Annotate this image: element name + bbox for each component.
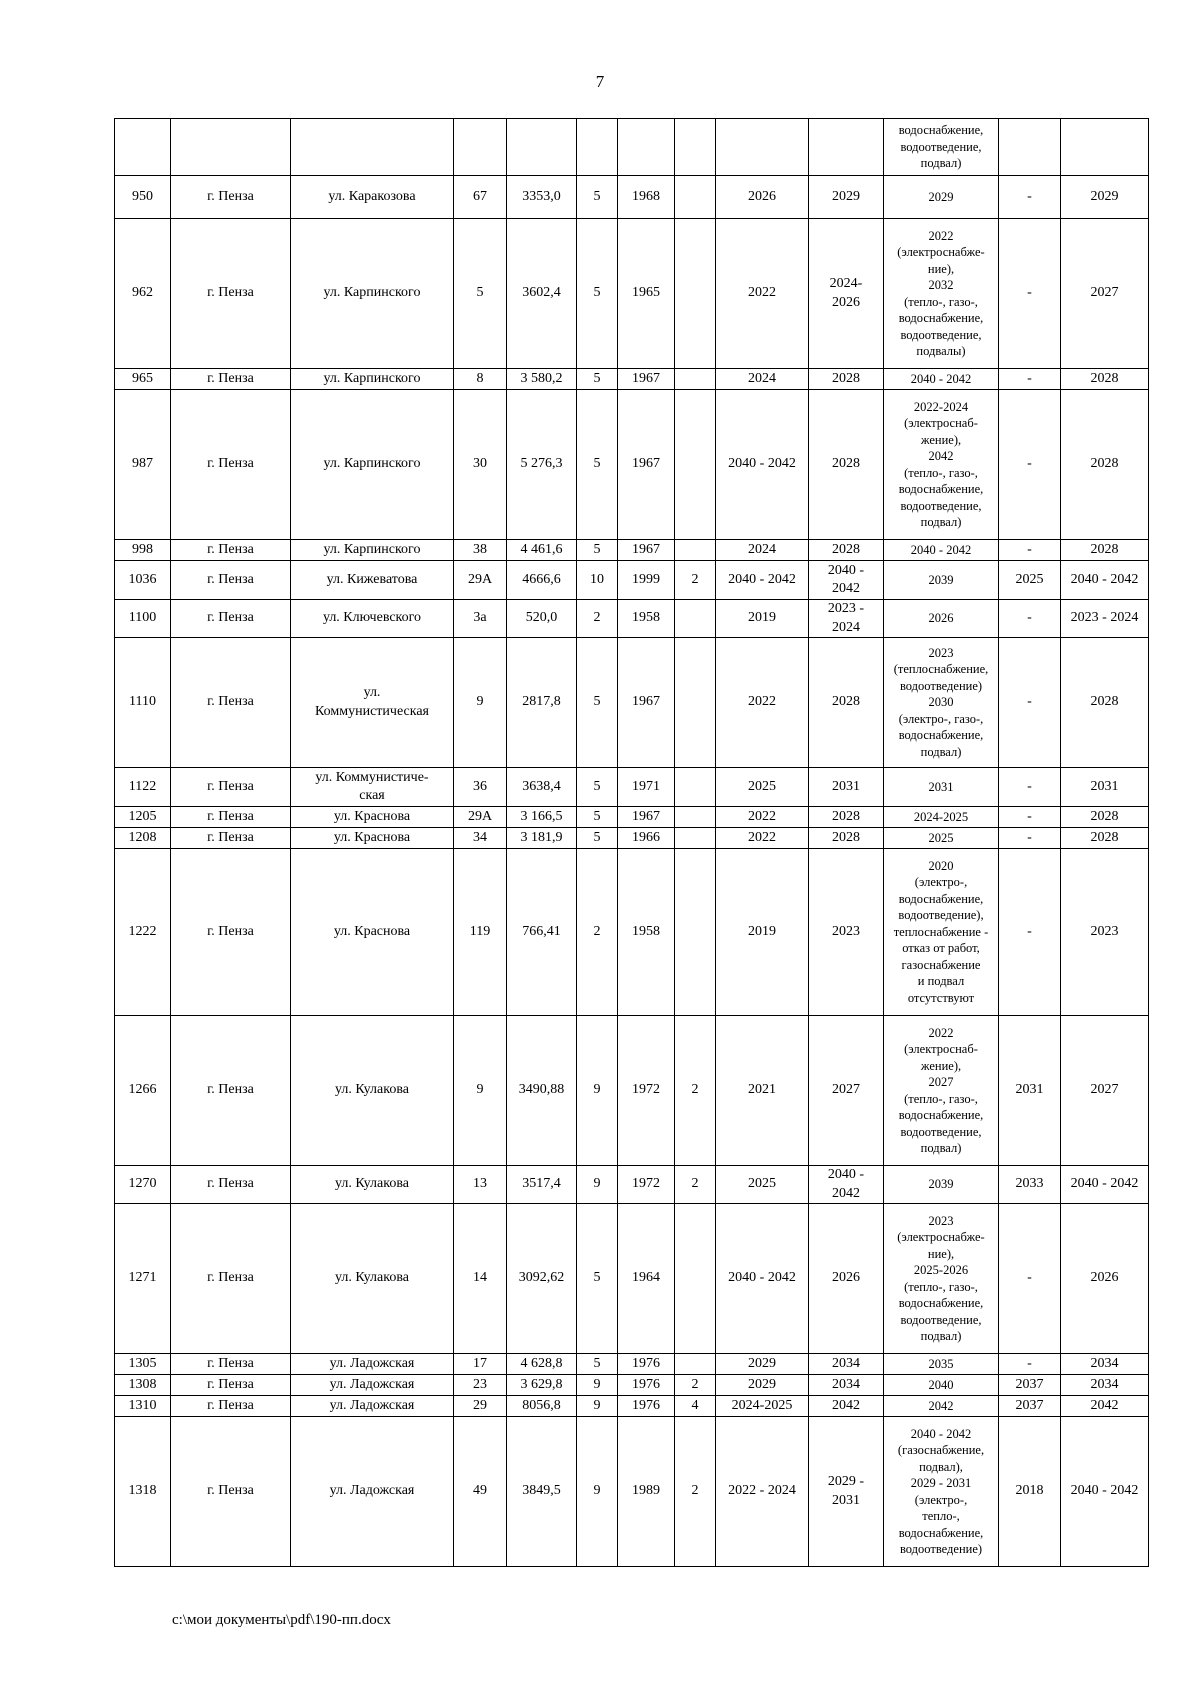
cell-elevator-year: - <box>999 849 1061 1016</box>
cell-repair-year-a: 2029 <box>716 1354 809 1375</box>
table-row <box>115 119 1149 176</box>
cell-final-year: 2028 <box>1061 369 1149 390</box>
cell-area: 5 276,3 <box>507 390 577 540</box>
cell-street: ул. Краснова <box>291 807 454 828</box>
cell-repair-year-a: 2040 - 2042 <box>716 1204 809 1354</box>
cell-city: г. Пенза <box>171 219 291 369</box>
cell-house-number: 29 <box>454 1396 507 1417</box>
cell-row-number: 1310 <box>115 1396 171 1417</box>
cell-repair-year-a: 2019 <box>716 849 809 1016</box>
table-row <box>115 828 1149 849</box>
cell-house-number: 38 <box>454 540 507 561</box>
table-row <box>115 369 1149 390</box>
cell-entrances <box>675 849 716 1016</box>
cell-repair-year-b: 2031 <box>809 768 884 807</box>
cell-year-built: 1968 <box>618 176 675 219</box>
cell-row-number: 962 <box>115 219 171 369</box>
table-row <box>115 1396 1149 1417</box>
cell-final-year: 2029 <box>1061 176 1149 219</box>
cell-row-number: 987 <box>115 390 171 540</box>
cell-repair-details: 2035 <box>884 1354 999 1375</box>
cell-city: г. Пенза <box>171 849 291 1016</box>
cell-repair-details: 2023 (теплоснабжение, водоотведение) 2030 (электро-, газо-, водоснабжение, подвал) <box>884 638 999 768</box>
cell-entrances <box>675 176 716 219</box>
cell-house-number: 34 <box>454 828 507 849</box>
cell-year-built: 1989 <box>618 1417 675 1567</box>
cell-house-number: 119 <box>454 849 507 1016</box>
cell-area: 766,41 <box>507 849 577 1016</box>
cell-repair-year-b: 2028 <box>809 369 884 390</box>
table-row <box>115 849 1149 1016</box>
cell-year-built: 1971 <box>618 768 675 807</box>
cell-final-year: 2028 <box>1061 638 1149 768</box>
cell-repair-year-a: 2025 <box>716 1166 809 1204</box>
cell-elevator-year: - <box>999 638 1061 768</box>
cell-elevator-year: - <box>999 768 1061 807</box>
cell-final-year: 2028 <box>1061 390 1149 540</box>
cell-city: г. Пенза <box>171 1375 291 1396</box>
cell-elevator-year: - <box>999 390 1061 540</box>
cell-floors: 9 <box>577 1166 618 1204</box>
cell-street: ул. Краснова <box>291 849 454 1016</box>
cell-city: г. Пенза <box>171 1417 291 1567</box>
cell-floors: 9 <box>577 1375 618 1396</box>
cell-repair-year-a: 2040 - 2042 <box>716 561 809 600</box>
cell-repair-year-b: 2034 <box>809 1354 884 1375</box>
table-row <box>115 768 1149 807</box>
cell-area: 4 461,6 <box>507 540 577 561</box>
cell-floors: 5 <box>577 768 618 807</box>
cell-final-year: 2028 <box>1061 540 1149 561</box>
cell-repair-year-a: 2022 <box>716 219 809 369</box>
cell-final-year: 2028 <box>1061 828 1149 849</box>
cell-city: г. Пенза <box>171 1396 291 1417</box>
table-row <box>115 219 1149 369</box>
cell-year-built: 1999 <box>618 561 675 600</box>
table-row <box>115 390 1149 540</box>
cell-floors: 9 <box>577 1016 618 1166</box>
cell-year-built: 1976 <box>618 1354 675 1375</box>
cell-row-number: 1270 <box>115 1166 171 1204</box>
cell-city: г. Пенза <box>171 369 291 390</box>
cell-city: г. Пенза <box>171 828 291 849</box>
cell-street: ул. Коммунистиче- ская <box>291 768 454 807</box>
cell-final-year: 2034 <box>1061 1375 1149 1396</box>
cell-floors: 5 <box>577 1204 618 1354</box>
cell-repair-year-a: 2022 <box>716 807 809 828</box>
cell-house-number: 30 <box>454 390 507 540</box>
cell-area: 3517,4 <box>507 1166 577 1204</box>
cell-repair-year-b <box>809 119 884 176</box>
cell-street: ул. Карпинского <box>291 369 454 390</box>
cell-repair-details: 2029 <box>884 176 999 219</box>
cell-row-number: 1122 <box>115 768 171 807</box>
cell-year-built: 1966 <box>618 828 675 849</box>
cell-final-year: 2026 <box>1061 1204 1149 1354</box>
cell-entrances <box>675 638 716 768</box>
cell-repair-details: 2042 <box>884 1396 999 1417</box>
cell-row-number: 1266 <box>115 1016 171 1166</box>
cell-area: 3 166,5 <box>507 807 577 828</box>
cell-street: ул. Кулакова <box>291 1016 454 1166</box>
cell-floors: 5 <box>577 828 618 849</box>
cell-street: ул. Карпинского <box>291 540 454 561</box>
cell-elevator-year: 2025 <box>999 561 1061 600</box>
cell-repair-year-a: 2022 <box>716 828 809 849</box>
footer-file-path: c:\мои документы\pdf\190-пп.docx <box>172 1612 391 1628</box>
cell-elevator-year: 2037 <box>999 1396 1061 1417</box>
cell-repair-year-a: 2019 <box>716 600 809 638</box>
cell-area: 3 580,2 <box>507 369 577 390</box>
cell-street <box>291 119 454 176</box>
cell-year-built: 1967 <box>618 638 675 768</box>
cell-street: ул. Коммунистическая <box>291 638 454 768</box>
cell-row-number: 1222 <box>115 849 171 1016</box>
cell-row-number: 1100 <box>115 600 171 638</box>
cell-city <box>171 119 291 176</box>
cell-elevator-year: - <box>999 1354 1061 1375</box>
cell-repair-details: 2023 (электроснабже- ние), 2025-2026 (тепло-, газо-, водоснабжение, водоотведение, подвал) <box>884 1204 999 1354</box>
table-row <box>115 1417 1149 1567</box>
cell-elevator-year: - <box>999 176 1061 219</box>
cell-street: ул. Ладожская <box>291 1354 454 1375</box>
cell-entrances <box>675 540 716 561</box>
cell-year-built: 1958 <box>618 849 675 1016</box>
cell-repair-details: 2039 <box>884 561 999 600</box>
cell-area: 520,0 <box>507 600 577 638</box>
cell-entrances: 2 <box>675 1417 716 1567</box>
cell-repair-year-a: 2021 <box>716 1016 809 1166</box>
cell-repair-details: 2040 - 2042 (газоснабжение, подвал), 2029 - 2031 (электро-, тепло-, водоснабжение, водоотведение) <box>884 1417 999 1567</box>
cell-area: 8056,8 <box>507 1396 577 1417</box>
cell-house-number: 67 <box>454 176 507 219</box>
cell-entrances <box>675 369 716 390</box>
cell-repair-year-a: 2024-2025 <box>716 1396 809 1417</box>
cell-street: ул. Кулакова <box>291 1204 454 1354</box>
cell-house-number: 29А <box>454 561 507 600</box>
cell-elevator-year: - <box>999 540 1061 561</box>
cell-entrances <box>675 828 716 849</box>
cell-area: 3638,4 <box>507 768 577 807</box>
cell-street: ул. Кижеватова <box>291 561 454 600</box>
cell-repair-details: 2024-2025 <box>884 807 999 828</box>
table-row <box>115 807 1149 828</box>
cell-entrances <box>675 1204 716 1354</box>
cell-area: 3602,4 <box>507 219 577 369</box>
cell-floors: 5 <box>577 807 618 828</box>
cell-year-built: 1964 <box>618 1204 675 1354</box>
cell-repair-year-b: 2027 <box>809 1016 884 1166</box>
cell-street: ул. Ладожская <box>291 1396 454 1417</box>
cell-area: 2817,8 <box>507 638 577 768</box>
cell-year-built: 1967 <box>618 369 675 390</box>
cell-repair-details: 2022-2024 (электроснаб- жение), 2042 (тепло-, газо-, водоснабжение, водоотведение, подвал) <box>884 390 999 540</box>
cell-house-number: 23 <box>454 1375 507 1396</box>
cell-final-year: 2023 - 2024 <box>1061 600 1149 638</box>
cell-repair-year-a: 2025 <box>716 768 809 807</box>
cell-floors: 5 <box>577 176 618 219</box>
cell-repair-year-a <box>716 119 809 176</box>
cell-year-built: 1976 <box>618 1396 675 1417</box>
cell-row-number: 1271 <box>115 1204 171 1354</box>
cell-repair-year-a: 2022 <box>716 638 809 768</box>
cell-repair-year-b: 2042 <box>809 1396 884 1417</box>
cell-year-built: 1976 <box>618 1375 675 1396</box>
cell-final-year: 2031 <box>1061 768 1149 807</box>
cell-area <box>507 119 577 176</box>
cell-elevator-year: 2037 <box>999 1375 1061 1396</box>
cell-city: г. Пенза <box>171 1354 291 1375</box>
cell-entrances: 2 <box>675 1166 716 1204</box>
cell-city: г. Пенза <box>171 807 291 828</box>
cell-street: ул. Карпинского <box>291 390 454 540</box>
table-row <box>115 540 1149 561</box>
cell-floors: 10 <box>577 561 618 600</box>
cell-final-year: 2028 <box>1061 807 1149 828</box>
cell-repair-details: 2040 - 2042 <box>884 369 999 390</box>
cell-repair-year-a: 2024 <box>716 540 809 561</box>
cell-entrances <box>675 600 716 638</box>
cell-entrances: 2 <box>675 1375 716 1396</box>
cell-entrances: 4 <box>675 1396 716 1417</box>
cell-entrances <box>675 219 716 369</box>
cell-repair-year-b: 2028 <box>809 390 884 540</box>
cell-house-number: 13 <box>454 1166 507 1204</box>
cell-house-number <box>454 119 507 176</box>
cell-repair-year-b: 2040 - 2042 <box>809 1166 884 1204</box>
cell-entrances <box>675 807 716 828</box>
cell-repair-details: 2025 <box>884 828 999 849</box>
table-row <box>115 561 1149 600</box>
cell-repair-year-b: 2034 <box>809 1375 884 1396</box>
cell-floors: 5 <box>577 1354 618 1375</box>
cell-area: 3353,0 <box>507 176 577 219</box>
cell-city: г. Пенза <box>171 600 291 638</box>
cell-house-number: 9 <box>454 1016 507 1166</box>
cell-repair-year-a: 2026 <box>716 176 809 219</box>
cell-repair-details: водоснабжение, водоотведение, подвал) <box>884 119 999 176</box>
cell-entrances <box>675 1354 716 1375</box>
cell-house-number: 29А <box>454 807 507 828</box>
cell-house-number: 8 <box>454 369 507 390</box>
cell-area: 4666,6 <box>507 561 577 600</box>
cell-final-year: 2040 - 2042 <box>1061 1166 1149 1204</box>
cell-elevator-year: 2018 <box>999 1417 1061 1567</box>
cell-year-built: 1967 <box>618 807 675 828</box>
cell-repair-details: 2026 <box>884 600 999 638</box>
table-row <box>115 1375 1149 1396</box>
cell-repair-year-b: 2029 - 2031 <box>809 1417 884 1567</box>
table-row <box>115 1166 1149 1204</box>
cell-row-number: 1305 <box>115 1354 171 1375</box>
cell-city: г. Пенза <box>171 561 291 600</box>
cell-repair-details: 2022 (электроснабже- ние), 2032 (тепло-, газо-, водоснабжение, водоотведение, подвалы) <box>884 219 999 369</box>
cell-year-built <box>618 119 675 176</box>
cell-floors: 5 <box>577 540 618 561</box>
cell-entrances <box>675 768 716 807</box>
cell-row-number: 1318 <box>115 1417 171 1567</box>
cell-street: ул. Карпинского <box>291 219 454 369</box>
cell-repair-year-a: 2040 - 2042 <box>716 390 809 540</box>
page-number: 7 <box>595 72 605 91</box>
cell-elevator-year: - <box>999 807 1061 828</box>
cell-final-year: 2034 <box>1061 1354 1149 1375</box>
cell-house-number: 17 <box>454 1354 507 1375</box>
cell-repair-year-a: 2029 <box>716 1375 809 1396</box>
cell-floors: 9 <box>577 1396 618 1417</box>
housing-repair-table-container <box>114 118 1149 1567</box>
cell-row-number: 998 <box>115 540 171 561</box>
cell-year-built: 1967 <box>618 390 675 540</box>
cell-house-number: 49 <box>454 1417 507 1567</box>
housing-repair-table <box>114 118 1149 1567</box>
cell-repair-details: 2040 - 2042 <box>884 540 999 561</box>
table-row <box>115 600 1149 638</box>
cell-final-year <box>1061 119 1149 176</box>
cell-repair-details: 2020 (электро-, водоснабжение, водоотведение), теплоснабжение - отказ от работ, газоснабжение и подвал отсутствуют <box>884 849 999 1016</box>
cell-final-year: 2042 <box>1061 1396 1149 1417</box>
cell-row-number: 1308 <box>115 1375 171 1396</box>
cell-final-year: 2040 - 2042 <box>1061 1417 1149 1567</box>
cell-repair-details: 2022 (электроснаб- жение), 2027 (тепло-, газо-, водоснабжение, водоотведение, подвал) <box>884 1016 999 1166</box>
cell-street: ул. Краснова <box>291 828 454 849</box>
cell-city: г. Пенза <box>171 1204 291 1354</box>
cell-street: ул. Кулакова <box>291 1166 454 1204</box>
cell-repair-year-a: 2024 <box>716 369 809 390</box>
cell-street: ул. Ладожская <box>291 1375 454 1396</box>
cell-entrances: 2 <box>675 1016 716 1166</box>
cell-repair-details: 2040 <box>884 1375 999 1396</box>
cell-city: г. Пенза <box>171 176 291 219</box>
cell-repair-year-b: 2023 - 2024 <box>809 600 884 638</box>
cell-area: 3490,88 <box>507 1016 577 1166</box>
cell-year-built: 1958 <box>618 600 675 638</box>
table-row <box>115 1354 1149 1375</box>
table-row <box>115 1204 1149 1354</box>
cell-elevator-year: - <box>999 600 1061 638</box>
cell-final-year: 2027 <box>1061 219 1149 369</box>
cell-city: г. Пенза <box>171 390 291 540</box>
cell-repair-year-b: 2023 <box>809 849 884 1016</box>
cell-area: 3 181,9 <box>507 828 577 849</box>
cell-floors: 5 <box>577 638 618 768</box>
cell-floors: 5 <box>577 369 618 390</box>
cell-row-number: 1208 <box>115 828 171 849</box>
cell-area: 3849,5 <box>507 1417 577 1567</box>
cell-area: 3092,62 <box>507 1204 577 1354</box>
cell-floors <box>577 119 618 176</box>
cell-floors: 5 <box>577 219 618 369</box>
cell-year-built: 1972 <box>618 1166 675 1204</box>
cell-elevator-year: - <box>999 369 1061 390</box>
cell-final-year: 2027 <box>1061 1016 1149 1166</box>
cell-floors: 5 <box>577 390 618 540</box>
cell-repair-details: 2031 <box>884 768 999 807</box>
cell-city: г. Пенза <box>171 1166 291 1204</box>
cell-repair-year-b: 2028 <box>809 540 884 561</box>
cell-house-number: 14 <box>454 1204 507 1354</box>
cell-city: г. Пенза <box>171 768 291 807</box>
cell-house-number: 9 <box>454 638 507 768</box>
cell-floors: 2 <box>577 600 618 638</box>
cell-repair-year-b: 2028 <box>809 638 884 768</box>
cell-house-number: 5 <box>454 219 507 369</box>
cell-year-built: 1972 <box>618 1016 675 1166</box>
cell-elevator-year <box>999 119 1061 176</box>
cell-repair-year-b: 2028 <box>809 828 884 849</box>
cell-row-number: 1036 <box>115 561 171 600</box>
cell-final-year: 2040 - 2042 <box>1061 561 1149 600</box>
cell-row-number: 1110 <box>115 638 171 768</box>
cell-area: 3 629,8 <box>507 1375 577 1396</box>
cell-final-year: 2023 <box>1061 849 1149 1016</box>
table-row <box>115 176 1149 219</box>
cell-city: г. Пенза <box>171 1016 291 1166</box>
cell-year-built: 1965 <box>618 219 675 369</box>
cell-entrances: 2 <box>675 561 716 600</box>
cell-entrances <box>675 390 716 540</box>
cell-repair-year-b: 2029 <box>809 176 884 219</box>
cell-year-built: 1967 <box>618 540 675 561</box>
cell-elevator-year: 2031 <box>999 1016 1061 1166</box>
cell-row-number: 1205 <box>115 807 171 828</box>
cell-row-number: 965 <box>115 369 171 390</box>
cell-floors: 2 <box>577 849 618 1016</box>
cell-repair-year-a: 2022 - 2024 <box>716 1417 809 1567</box>
cell-area: 4 628,8 <box>507 1354 577 1375</box>
cell-city: г. Пенза <box>171 540 291 561</box>
cell-floors: 9 <box>577 1417 618 1567</box>
cell-elevator-year: - <box>999 1204 1061 1354</box>
cell-row-number: 950 <box>115 176 171 219</box>
table-row <box>115 638 1149 768</box>
cell-street: ул. Ладожская <box>291 1417 454 1567</box>
cell-repair-year-b: 2024- 2026 <box>809 219 884 369</box>
cell-house-number: 3а <box>454 600 507 638</box>
table-row <box>115 1016 1149 1166</box>
cell-row-number <box>115 119 171 176</box>
cell-repair-year-b: 2040 - 2042 <box>809 561 884 600</box>
cell-street: ул. Каракозова <box>291 176 454 219</box>
cell-repair-details: 2039 <box>884 1166 999 1204</box>
cell-house-number: 36 <box>454 768 507 807</box>
cell-repair-year-b: 2026 <box>809 1204 884 1354</box>
cell-city: г. Пенза <box>171 638 291 768</box>
cell-elevator-year: 2033 <box>999 1166 1061 1204</box>
cell-entrances <box>675 119 716 176</box>
cell-elevator-year: - <box>999 219 1061 369</box>
cell-repair-year-b: 2028 <box>809 807 884 828</box>
cell-street: ул. Ключевского <box>291 600 454 638</box>
cell-elevator-year: - <box>999 828 1061 849</box>
